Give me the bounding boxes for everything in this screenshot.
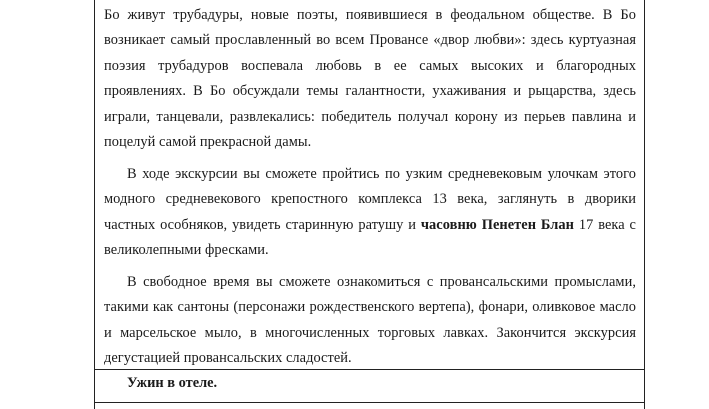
paragraph-free-time: В свободное время вы сможете ознакомиться с провансальскими промыслами, такими как сантоны (персонажи рождественского вертепа), фонари, оливковое масло и марсельское мыло, в многочисленных торговых лавках. Закончится экскурсия дегустацией провансальских сладостей. <box>104 274 636 367</box>
dinner-cell <box>95 371 644 401</box>
chapel-name-bold: часовню Пенетен Блан <box>420 216 575 233</box>
paragraph-excursion-route <box>104 162 636 264</box>
paragraph-excursion-text-end: 17 века с великолепными фресками. <box>104 216 636 259</box>
paragraph-troubadours: Бо живут трубадуры, новые поэты, появившиеся в феодальном обществе. В Бо возникает самый прославленный во всем Провансе «двор любви»: здесь куртуазная поэзия трубадуров воспевала любовь в ее самых высоких и благородных проявлениях. В Бо обсуждали темы галантности, ухаживания и рыцарства, здесь играли, танцевали, развлекались: победитель получал корону из перьев павлина и поцелуй самой прекрасной дамы. <box>104 7 636 151</box>
table-row-divider <box>95 369 644 370</box>
dinner-label: Ужин в отеле. <box>127 375 218 391</box>
itinerary-table <box>94 0 645 409</box>
paragraph-excursion-text-start: В ходе экскурсии вы сможете пройтись по узким средневековым улочкам этого модного средневекового крепостного комплекса 13 века, заглянуть в дворики частных особняков, увидеть старинную ратушу и <box>104 165 636 233</box>
excursion-description-cell <box>95 0 644 369</box>
table-bottom-border <box>95 402 644 403</box>
